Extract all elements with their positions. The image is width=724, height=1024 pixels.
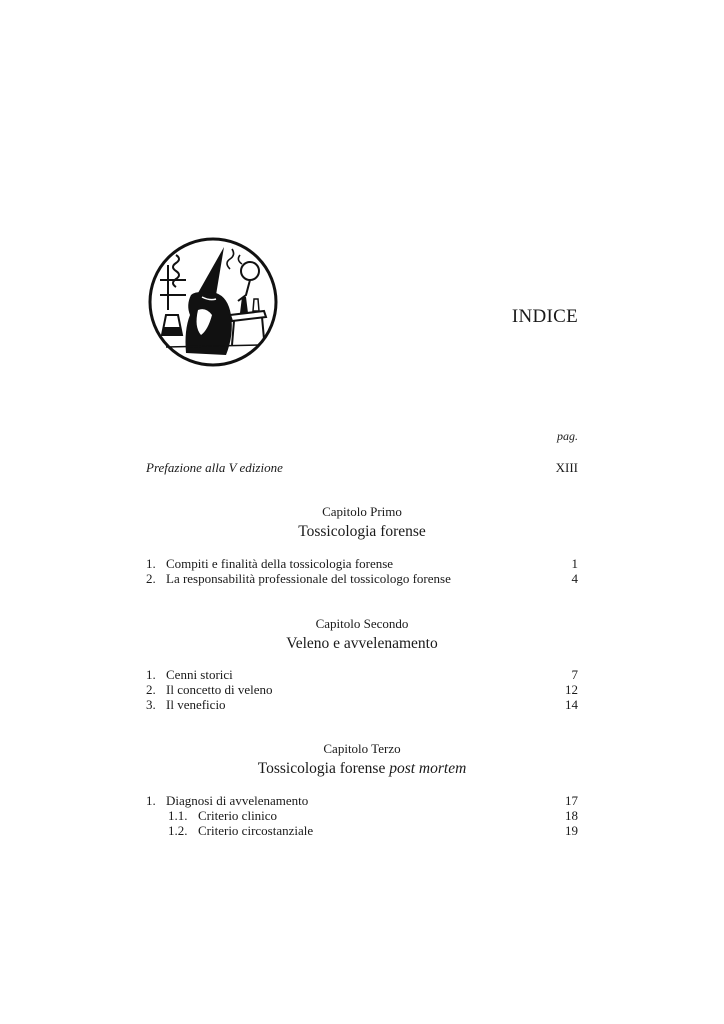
toc-entry-text: Il veneficio xyxy=(166,697,226,712)
toc-entry-number: 1.1. xyxy=(168,808,188,823)
toc-entry-page: 14 xyxy=(565,697,578,712)
chapter-label: Capitolo Secondo xyxy=(315,616,409,631)
chapter-label: Capitolo Terzo xyxy=(323,741,401,756)
toc-entry-page: 4 xyxy=(571,571,578,586)
toc-entry-text: Il concetto di veleno xyxy=(166,682,273,697)
chapter-title: Tossicologia forense xyxy=(298,523,426,540)
toc-entry-text: Compiti e finalità della tossicologia forense xyxy=(166,556,394,571)
toc-entry[interactable] xyxy=(146,793,578,808)
toc-entry-number: 2. xyxy=(146,571,156,586)
toc-entry-number: 1. xyxy=(146,556,156,571)
chapter-title-plain: Tossicologia forense xyxy=(257,760,386,777)
chapter-title xyxy=(146,760,578,778)
toc-subentry[interactable] xyxy=(146,823,578,838)
page-column-label: pag. xyxy=(557,429,578,443)
toc-entry-page: 12 xyxy=(565,682,578,697)
toc-entry-text: Diagnosi di avvelenamento xyxy=(166,793,309,808)
toc-entry-text: La responsabilità professionale del tossicologo forense xyxy=(166,571,451,586)
toc-entry[interactable] xyxy=(146,667,578,682)
toc-entry-page: 18 xyxy=(565,808,578,823)
toc-entry-page: 1 xyxy=(571,556,578,571)
toc-entry-page: 19 xyxy=(565,823,578,838)
toc-entry-text: Criterio clinico xyxy=(198,808,278,823)
toc-entry-text: Criterio circostanziale xyxy=(198,823,314,838)
toc-entry-number: 2. xyxy=(146,682,156,697)
toc-entry-number: 1. xyxy=(146,793,156,808)
chapter-label: Capitolo Primo xyxy=(322,504,402,519)
toc-entry-text: Prefazione alla V edizione xyxy=(146,460,283,475)
toc-entry[interactable] xyxy=(146,697,578,712)
toc-preface-row[interactable] xyxy=(146,460,578,475)
toc-entry-page: 17 xyxy=(565,793,578,808)
toc-entry[interactable] xyxy=(146,571,578,586)
toc-entry-number: 1. xyxy=(146,667,156,682)
toc-entry-page: 7 xyxy=(571,667,578,682)
toc-entry-number: 3. xyxy=(146,697,156,712)
toc-entry[interactable] xyxy=(146,682,578,697)
toc-entry-text: Cenni storici xyxy=(166,667,233,682)
toc-entry[interactable] xyxy=(146,556,578,571)
chapter-title-italic: post mortem xyxy=(389,760,467,777)
alchemist-emblem-icon xyxy=(146,235,280,369)
toc-subentry[interactable] xyxy=(146,808,578,823)
toc-entry-number: 1.2. xyxy=(168,823,188,838)
page-title: INDICE xyxy=(511,306,578,327)
toc-entry-page: XIII xyxy=(555,460,578,475)
chapter-title: Veleno e avvelenamento xyxy=(286,635,438,652)
